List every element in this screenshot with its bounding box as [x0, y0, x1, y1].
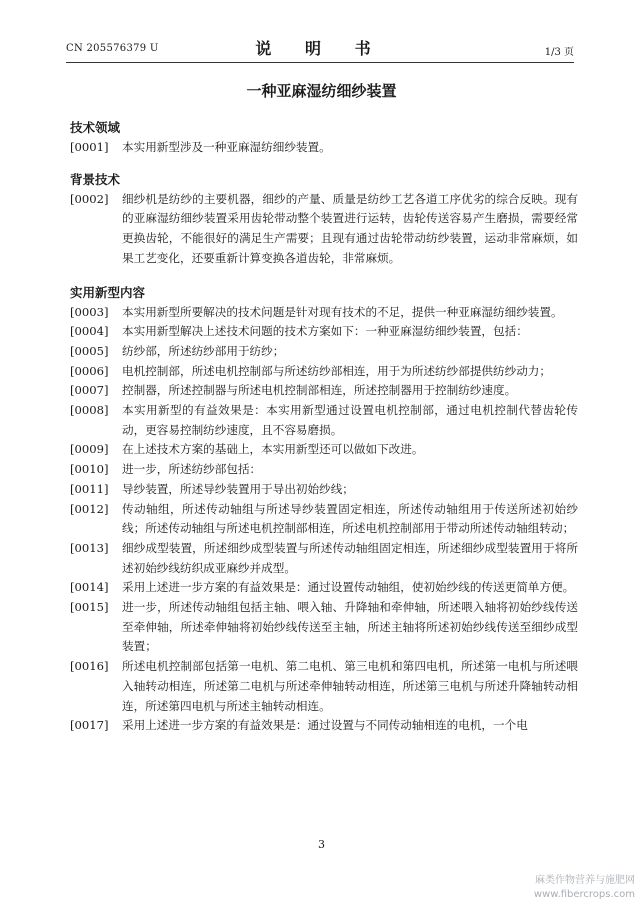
document-body: [70, 118, 578, 736]
paragraph-text: 导纱装置，所述导纱装置用于导出初始纱线；: [122, 481, 354, 496]
paragraph-number: [0015]: [70, 600, 109, 615]
paragraph-text: 在上述技术方案的基础上，本实用新型还可以做如下改进。: [122, 442, 424, 457]
paragraph: [70, 657, 578, 716]
paragraph-number: [0013]: [70, 540, 109, 555]
document-title: 一种亚麻湿纺细纱装置: [246, 82, 397, 100]
paragraph-text: 细纱成型装置，所述细纱成型装置与所述传动轴组固定相连，所述细纱成型装置用于将所述初始纱线纺织成亚麻纱并成型。: [122, 540, 578, 575]
paragraph-text: 传动轴组，所述传动轴组与所述导纱装置固定相连，所述传动轴组用于传送所述初始纱线；所述传动轴组与所述电机控制部相连，所述电机控制部用于带动所述传动轴组转动；: [122, 501, 578, 536]
paragraph-text: 本实用新型所要解决的技术问题是针对现有技术的不足，提供一种亚麻湿纺细纱装置。: [122, 304, 563, 319]
paragraph: [70, 342, 578, 362]
paragraph-text: 本实用新型解决上述技术问题的技术方案如下：一种亚麻湿纺细纱装置，包括：: [122, 324, 528, 339]
document-number: CN 205576379 U: [66, 43, 159, 54]
section-utility-content: [70, 283, 578, 736]
paragraph-number: [0002]: [70, 191, 109, 206]
paragraph-number: [0007]: [70, 383, 109, 398]
watermark: [534, 874, 635, 902]
paragraph: [70, 480, 578, 500]
watermark-url: www.fibercrops.com: [533, 889, 635, 900]
paragraph: [70, 362, 578, 382]
paragraph-number: [0011]: [70, 481, 109, 496]
paragraph-text: 电机控制部，所述电机控制部与所述纺纱部相连，用于为所述纺纱部提供纺纱动力；: [122, 363, 551, 378]
paragraph: [70, 539, 578, 578]
section-background: [70, 170, 578, 269]
paragraph-text: 所述电机控制部包括第一电机、第二电机、第三电机和第四电机，所述第一电机与所述喂入轴转动相连，所述第二电机与所述牵伸轴转动相连，所述第三电机与所述升降轴转动相连，所述第四电机与所述主轴转动相连。: [122, 659, 578, 713]
paragraph: [70, 303, 578, 323]
paragraph: [70, 578, 578, 598]
paragraph-text: 进一步，所述传动轴组包括主轴、喂入轴、升降轴和牵伸轴，所述喂入轴将初始纱线传送至牵伸轴，所述牵伸轴将初始纱线传送至主轴，所述主轴将所述初始纱线传送至细纱成型装置；: [122, 600, 578, 654]
page-header: [66, 34, 574, 63]
paragraph-number: [0016]: [70, 659, 109, 674]
paragraph-text: 进一步，所述纺纱部包括：: [122, 462, 262, 477]
section-heading: 实用新型内容: [70, 284, 146, 300]
paragraph: [70, 138, 578, 158]
section-technical-field: [70, 118, 578, 158]
paragraph-number: [0003]: [70, 304, 109, 319]
paragraph: [70, 190, 578, 269]
paragraph-number: [0012]: [70, 501, 109, 516]
page-count: 1/3 页: [544, 47, 574, 58]
paragraph: [70, 716, 578, 736]
paragraph-number: [0014]: [70, 580, 109, 595]
paragraph: [70, 401, 578, 440]
paragraph: [70, 322, 578, 342]
paragraph: [70, 381, 578, 401]
paragraph-number: [0017]: [70, 718, 109, 733]
watermark-site-name: 麻类作物营养与施肥网: [535, 875, 635, 886]
paragraph-text: 控制器，所述控制器与所述电机控制部相连，所述控制器用于控制纺纱速度。: [122, 383, 517, 398]
section-heading: 技术领域: [70, 120, 121, 135]
paragraph: [70, 440, 578, 460]
paragraph-number: [0009]: [70, 442, 109, 457]
paragraph-number: [0006]: [70, 363, 109, 378]
paragraph-text: 本实用新型涉及一种亚麻湿纺细纱装置。: [122, 140, 331, 154]
paragraph-text: 采用上述进一步方案的有益效果是：通过设置与不同传动轴相连的电机，一个电: [122, 718, 528, 733]
paragraph-text: 纺纱部，所述纺纱部用于纺纱；: [122, 343, 285, 358]
paragraph: [70, 460, 578, 480]
paragraph-number: [0004]: [70, 324, 109, 339]
section-heading: 背景技术: [70, 171, 121, 187]
header-title: 说 明 书: [255, 39, 385, 58]
paragraph-text: 本实用新型的有益效果是：本实用新型通过设置电机控制部，通过电机控制代替齿轮传动，更容易控制纺纱速度，且不容易磨损。: [122, 403, 578, 437]
paragraph-text: 采用上述进一步方案的有益效果是：通过设置传动轴组，使初始纱线的传送更简单方便。: [122, 580, 575, 595]
paragraph-text: 细纱机是纺纱的主要机器，细纱的产量、质量是纺纱工艺各道工序优劣的综合反映。现有的亚麻湿纺细纱装置采用齿轮带动整个装置进行运转，齿轮传送容易产生磨损，需要经常更换齿轮，不能很好的满足生产需要；且现有通过齿轮带动纺纱装置，运动非常麻烦，如果工艺变化，还要重新计算变换各道齿轮，非常麻烦。: [122, 191, 578, 265]
paragraph-number: [0010]: [70, 462, 109, 477]
page-number: 3: [318, 838, 325, 851]
paragraph-number: [0008]: [70, 403, 109, 418]
paragraph: [70, 598, 578, 657]
paragraph-number: [0005]: [70, 343, 109, 358]
paragraph-number: [0001]: [70, 140, 109, 154]
paragraph: [70, 500, 578, 539]
